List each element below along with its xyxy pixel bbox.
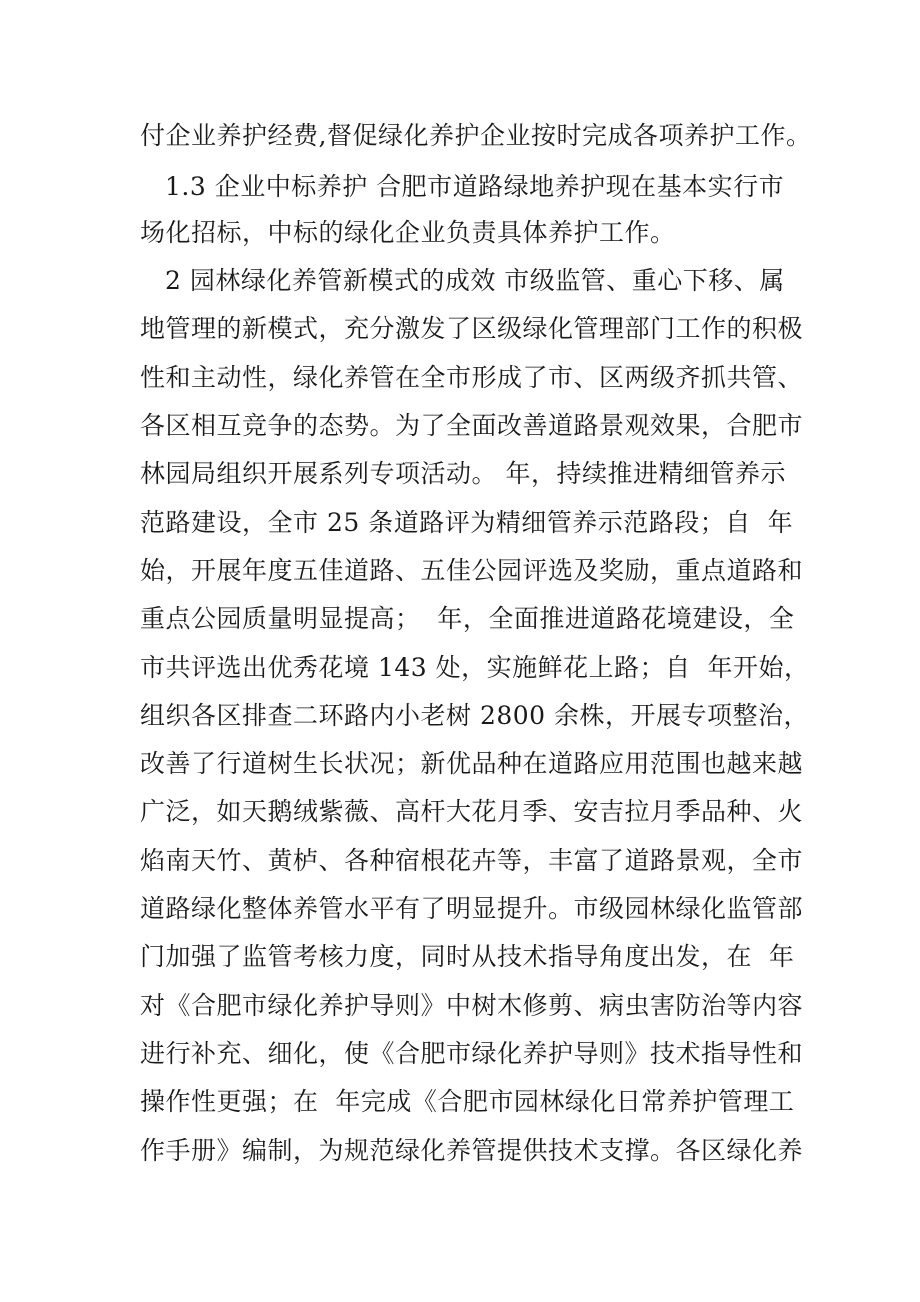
text-line: 性和主动性，绿化养管在全市形成了市、区两级齐抓共管、: [140, 363, 804, 392]
text-line: 进行补充、细化，使《合肥市绿化养护导则》技术指导性和: [140, 1039, 804, 1068]
text-line: 各区相互竞争的态势。为了全面改善道路景观效果，合肥市: [140, 411, 804, 440]
text-line: 1.3 企业中标养护 合肥市道路绿地养护现在基本实行市: [165, 172, 785, 201]
text-line: 场化招标，中标的绿化企业负责具体养护工作。: [140, 218, 676, 247]
text-line: 广泛，如天鹅绒紫薇、高杆大花月季、安吉拉月季品种、火: [140, 797, 804, 826]
text-line: 作手册》编制，为规范绿化养管提供技术支撑。各区绿化养: [140, 1136, 804, 1165]
text-line: 重点公园质量明显提高； 年，全面推进道路花境建设，全: [140, 604, 795, 633]
text-line: 对《合肥市绿化养护导则》中树木修剪、病虫害防治等内容: [140, 991, 804, 1020]
text-line: 始，开展年度五佳道路、五佳公园评选及奖励，重点道路和: [140, 556, 804, 585]
text-line: 门加强了监管考核力度，同时从技术指导角度出发，在 年: [140, 942, 795, 971]
text-line: 付企业养护经费,督促绿化养护企业按时完成各项养护工作。: [140, 121, 812, 150]
text-line: 林园局组织开展系列专项活动。 年，持续推进精细管养示: [140, 459, 786, 488]
text-line: 市共评选出优秀花境 143 处，实施鲜花上路；自 年开始，: [140, 653, 810, 682]
text-line: 地管理的新模式，充分激发了区级绿化管理部门工作的积极: [140, 314, 804, 343]
text-line: 改善了行道树生长状况；新优品种在道路应用范围也越来越: [140, 749, 804, 778]
text-line: 道路绿化整体养管水平有了明显提升。市级园林绿化监管部: [140, 894, 804, 923]
text-line: 组织各区排查二环路内小老树 2800 余株，开展专项整治，: [140, 701, 810, 730]
text-line: 范路建设，全市 25 条道路评为精细管养示范路段；自 年: [140, 508, 794, 537]
text-line: 2 园林绿化养管新模式的成效 市级监管、重心下移、属: [165, 266, 785, 295]
text-line: 焰南天竹、黄栌、各种宿根花卉等，丰富了道路景观，全市: [140, 846, 804, 875]
text-line: 操作性更强；在 年完成《合肥市园林绿化日常养护管理工: [140, 1087, 795, 1116]
